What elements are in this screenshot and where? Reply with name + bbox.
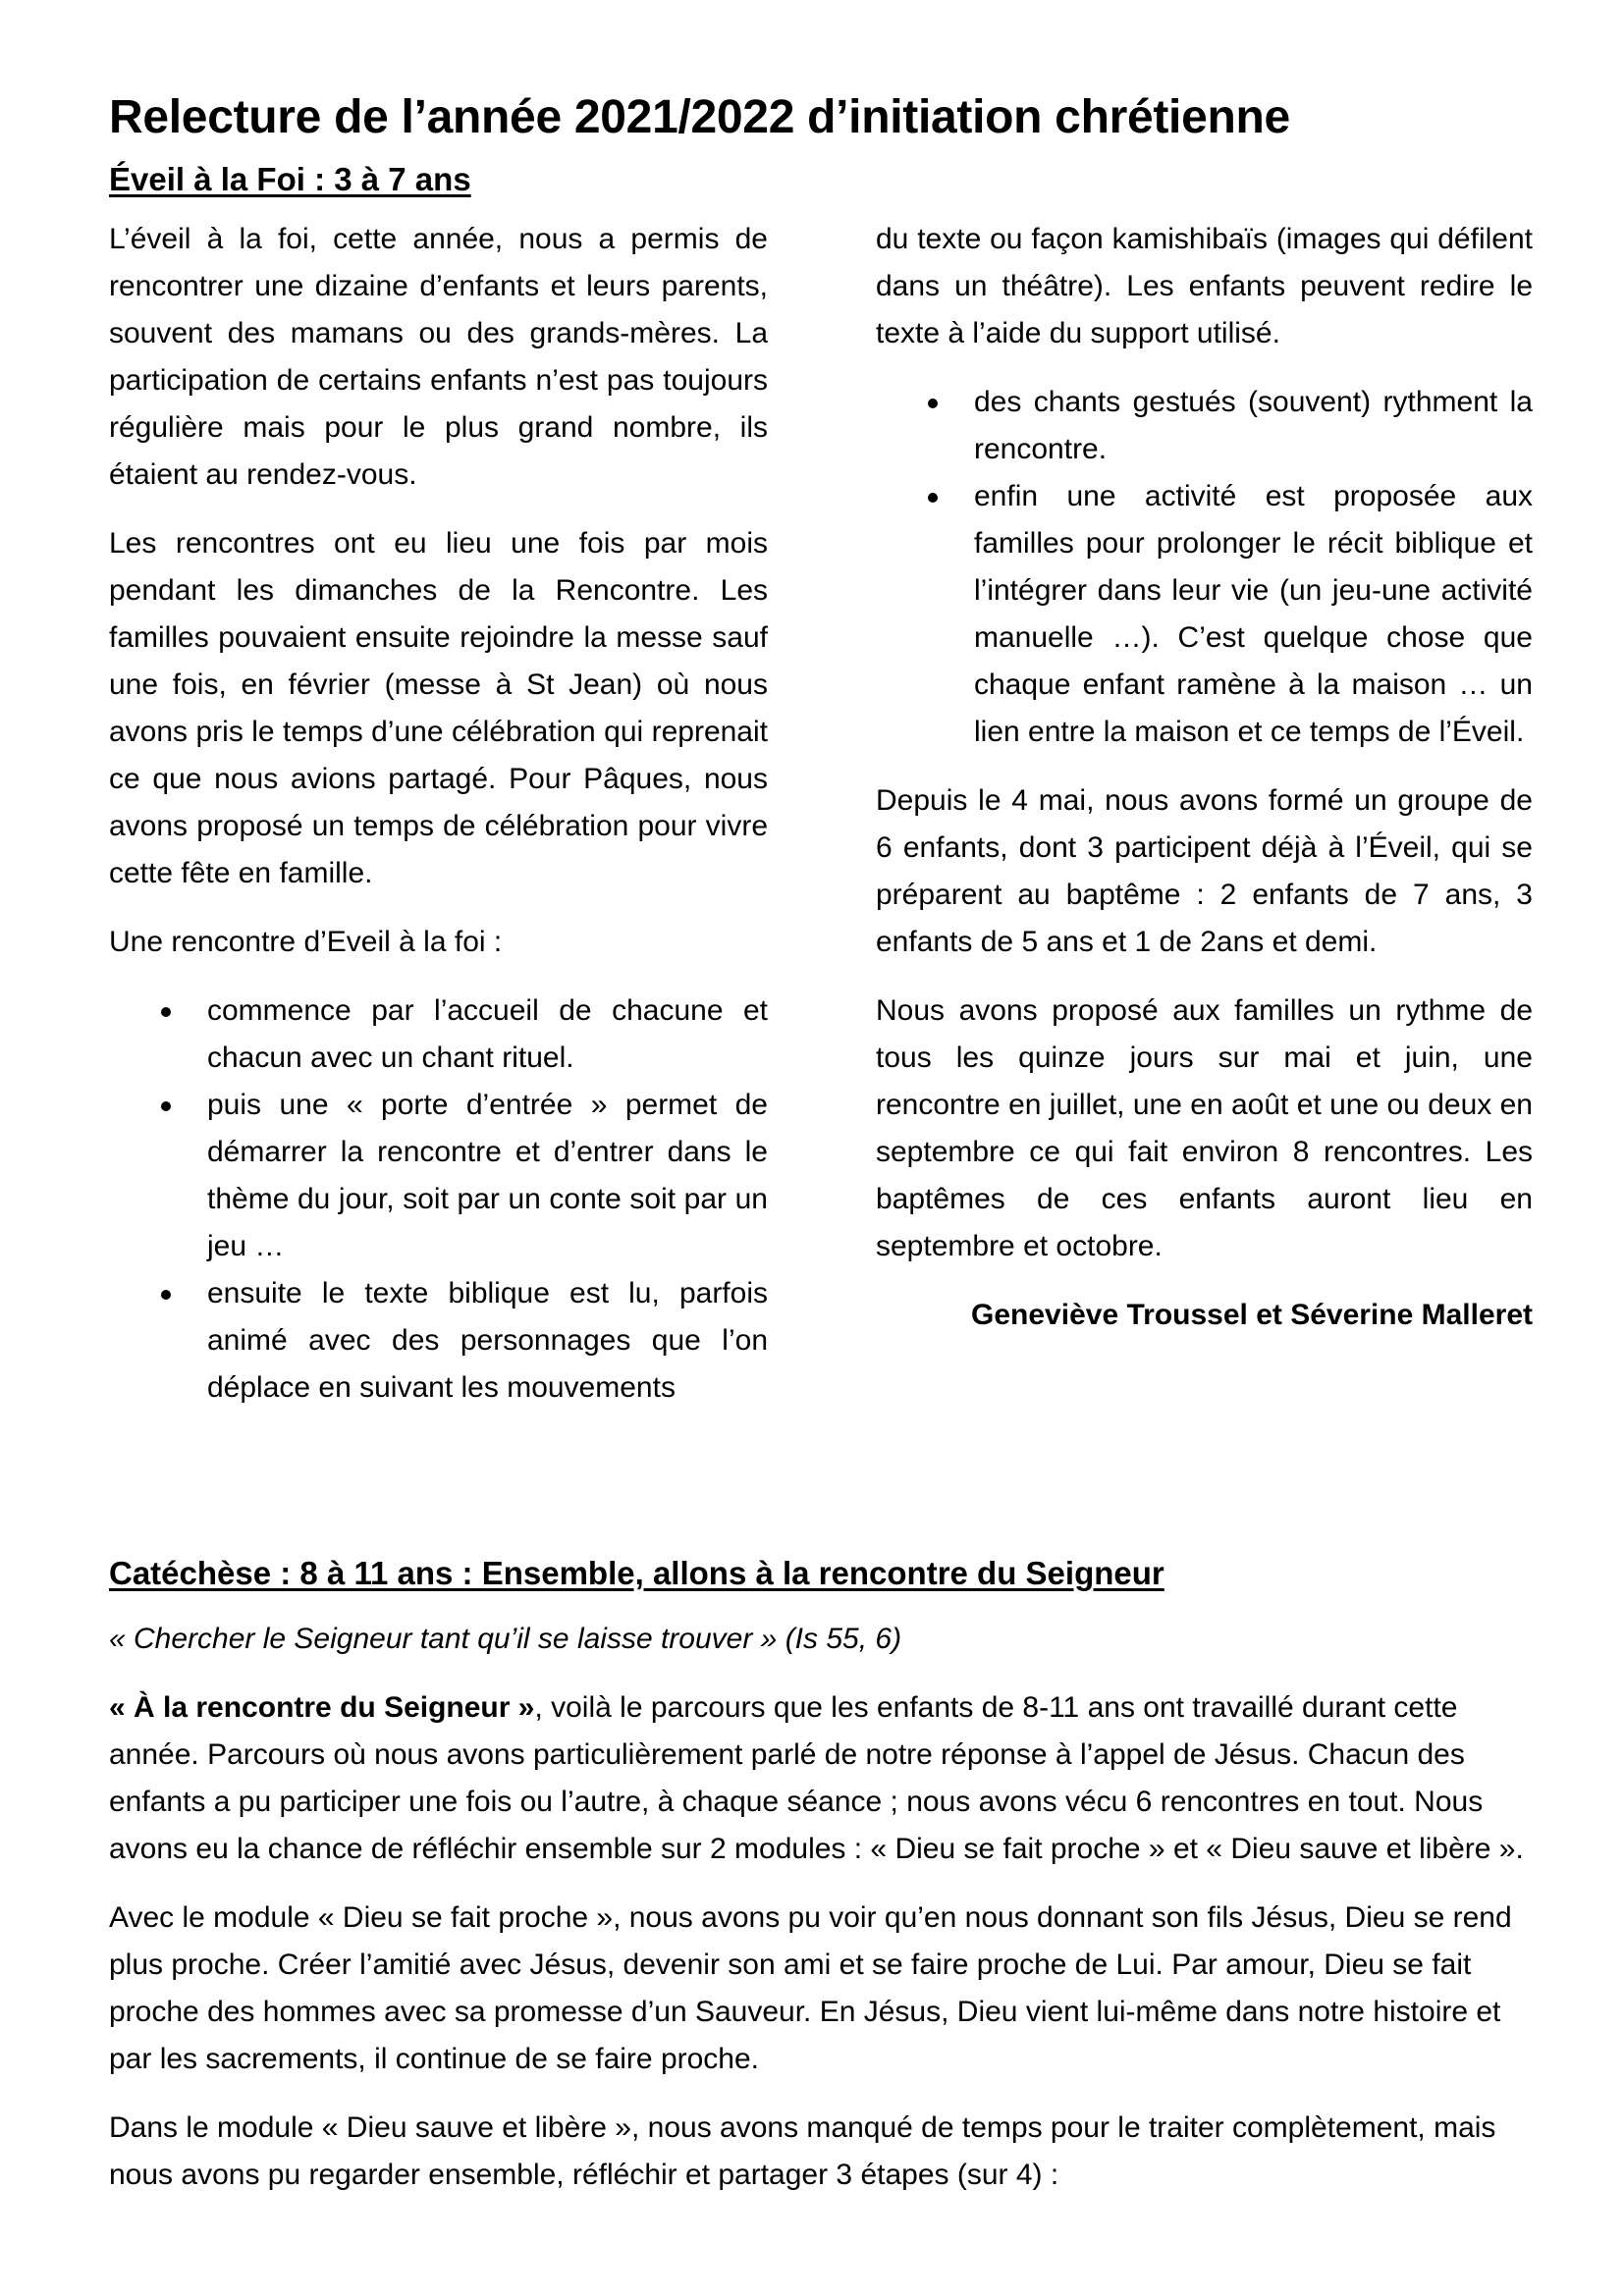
list-item-continuation: du texte ou façon kamishibaïs (images qui défilent dans un théâtre). Les enfants peuvent redire le texte à l’aide du support utilisé.	[876, 223, 1533, 349]
paragraph: Avec le module « Dieu se fait proche », nous avons pu voir qu’en nous donnant son fils Jésus, Dieu se rend plus proche. Créer l’amitié avec Jésus, devenir son ami et se faire proche de Lui. Par amour, Dieu se fait proche des hommes avec sa promesse d’un Sauveur. En Jésus, Dieu vient lui-même dans notre histoire et par les sacrements, il continue de se faire proche.	[109, 1901, 1512, 2075]
page-title: Relecture de l’année 2021/2022 d’initiation chrétienne	[109, 91, 1290, 143]
paragraph	[109, 1684, 1533, 1873]
bullet-list	[109, 988, 768, 1412]
paragraph: L’éveil à la foi, cette année, nous a permis de rencontrer une dizaine d’enfants et leurs parents, souvent des mamans ou des grands-mères. La participation de certains enfants n’est pas toujours régulière mais pour le plus grand nombre, ils étaient au rendez-vous.	[109, 223, 768, 491]
paragraph: Les rencontres ont eu lieu une fois par mois pendant les dimanches de la Rencontre. Les familles pouvaient ensuite rejoindre la messe sauf une fois, en février (messe à St Jean) où nous avons pris le temps d’une célébration qui reprenait ce que nous avions partagé. Pour Pâques, nous avons proposé un temps de célébration pour vivre cette fête en famille.	[109, 527, 768, 889]
left-column	[109, 216, 768, 1433]
list-item: des chants gestués (souvent) rythment la rencontre.	[876, 379, 1533, 473]
bold-phrase: « À la rencontre du Seigneur »	[109, 1691, 535, 1724]
list-item: ensuite le texte biblique est lu, parfois animé avec des personnages que l’on déplace en suivant les mouvements	[109, 1270, 768, 1412]
list-item: commence par l’accueil de chacune et chacun avec un chant rituel.	[109, 988, 768, 1082]
paragraph: Depuis le 4 mai, nous avons formé un groupe de 6 enfants, dont 3 participent déjà à l’Éveil, qui se préparent au baptême : 2 enfants de 7 ans, 3 enfants de 5 ans et 1 de 2ans et demi.	[876, 784, 1533, 958]
signature: Geneviève Troussel et Séverine Malleret	[971, 1299, 1533, 1331]
right-column	[876, 216, 1533, 1433]
bullet-list	[876, 379, 1533, 756]
section-heading-eveil: Éveil à la Foi : 3 à 7 ans	[109, 161, 471, 197]
paragraph-text: , voilà le parcours que les enfants de 8-11 ans ont travaillé durant cette année. Parcours où nous avons particulièrement parlé de notre réponse à l’appel de Jésus. Chacun des enfants a pu participer une fois ou l’autre, à chaque séance ; nous avons vécu 6 rencontres en tout. Nous avons eu la chance de réfléchir ensemble sur 2 modules : « Dieu se fait proche » et « Dieu sauve et libère ».	[109, 1691, 1524, 1865]
list-item: puis une « porte d’entrée » permet de démarrer la rencontre et d’entrer dans le thème du jour, soit par un conte soit par un jeu …	[109, 1082, 768, 1270]
section-heading-catechese: Catéchèse : 8 à 11 ans : Ensemble, allons à la rencontre du Seigneur	[109, 1555, 1164, 1591]
paragraph: Une rencontre d’Eveil à la foi :	[109, 926, 503, 958]
two-column-layout	[109, 216, 1533, 1433]
paragraph: Nous avons proposé aux familles un rythme de tous les quinze jours sur mai et juin, une rencontre en juillet, une en août et une ou deux en septembre ce qui fait environ 8 rencontres. Les baptêmes de ces enfants auront lieu en septembre et octobre.	[876, 994, 1533, 1262]
bible-quote: « Chercher le Seigneur tant qu’il se laisse trouver » (Is 55, 6)	[109, 1623, 902, 1655]
paragraph: Dans le module « Dieu sauve et libère », nous avons manqué de temps pour le traiter complètement, mais nous avons pu regarder ensemble, réfléchir et partager 3 étapes (sur 4) :	[109, 2111, 1496, 2191]
catechese-body	[109, 1616, 1533, 2199]
document-page	[109, 90, 1533, 2220]
list-item: enfin une activité est proposée aux familles pour prolonger le récit biblique et l’intégrer dans leur vie (un jeu-une activité manuelle …). C’est quelque chose que chaque enfant ramène à la maison … un lien entre la maison et ce temps de l’Éveil.	[876, 473, 1533, 756]
